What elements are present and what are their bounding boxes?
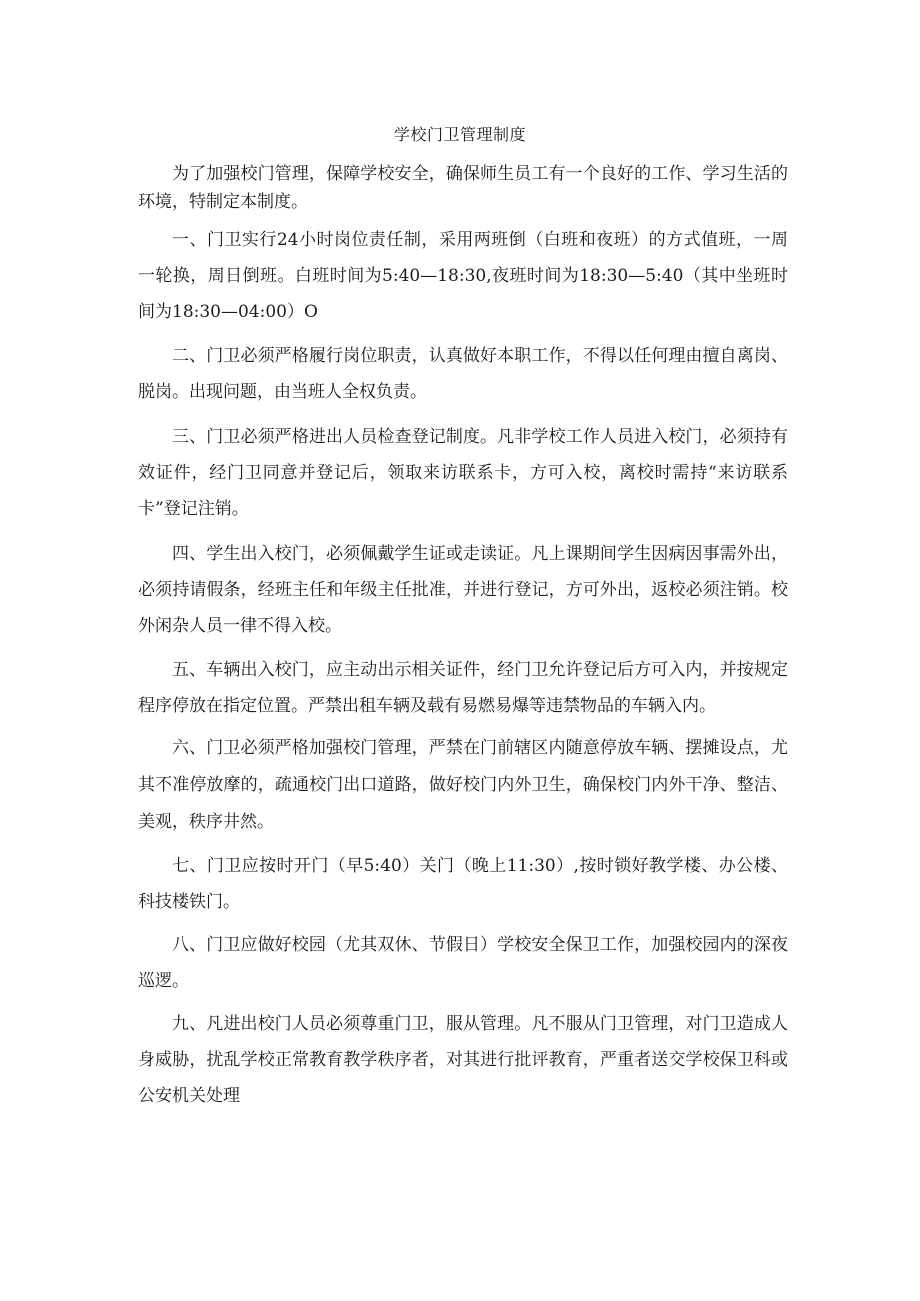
rule-paragraph-4: 四、学生出入校门，必须佩戴学生证或走读证。凡上课期间学生因病因事需外出，必须持请假条，经班主任和年级主任批准，并进行登记，方可外出，返校必须注销。校外闲杂人员一律不得入校。	[138, 544, 788, 636]
rule-paragraph-9: 九、凡进出校门人员必须尊重门卫，服从管理。凡不服从门卫管理，对门卫造成人身威胁，扰乱学校正常教育教学秩序者，对其进行批评教育，严重者送交学校保卫科或公安机关处理	[138, 1014, 788, 1106]
rule-paragraph-7: 七、门卫应按时开门（早5:40）关门（晚上11:30）,按时锁好教学楼、办公楼、科技楼铁门。	[138, 856, 788, 912]
rule-paragraph-5: 五、车辆出入校门，应主动出示相关证件，经门卫允许登记后方可入内，并按规定程序停放在指定位置。严禁出租车辆及载有易燃易爆等违禁物品的车辆入内。	[138, 660, 788, 716]
rule-paragraph-1: 一、门卫实行24小时岗位责任制，采用两班倒（白班和夜班）的方式值班，一周一轮换，周日倒班。白班时间为5:40—18:30,夜班时间为18:30—5:40（其中坐班时间为18:30—04:00）O	[138, 230, 788, 322]
intro-paragraph: 为了加强校门管理，保障学校安全，确保师生员工有一个良好的工作、学习生活的环境，特制定本制度。	[138, 164, 788, 212]
rule-paragraph-2: 二、门卫必须严格履行岗位职责，认真做好本职工作，不得以任何理由擅自离岗、脱岗。出现问题，由当班人全权负责。	[138, 346, 788, 402]
rule-paragraph-6: 六、门卫必须严格加强校门管理，严禁在门前辖区内随意停放车辆、摆摊设点，尤其不准停放摩的，疏通校门出口道路，做好校门内外卫生，确保校门内外干净、整洁、美观，秩序井然。	[138, 738, 788, 832]
rule-paragraph-3: 三、门卫必须严格进出人员检查登记制度。凡非学校工作人员进入校门，必须持有效证件，经门卫同意并登记后，领取来访联系卡，方可入校，离校时需持“来访联系卡”登记注销。	[138, 427, 788, 519]
rule-paragraph-8: 八、门卫应做好校园（尤其双休、节假日）学校安全保卫工作，加强校园内的深夜巡逻。	[138, 935, 788, 991]
document-title: 学校门卫管理制度	[393, 125, 526, 144]
